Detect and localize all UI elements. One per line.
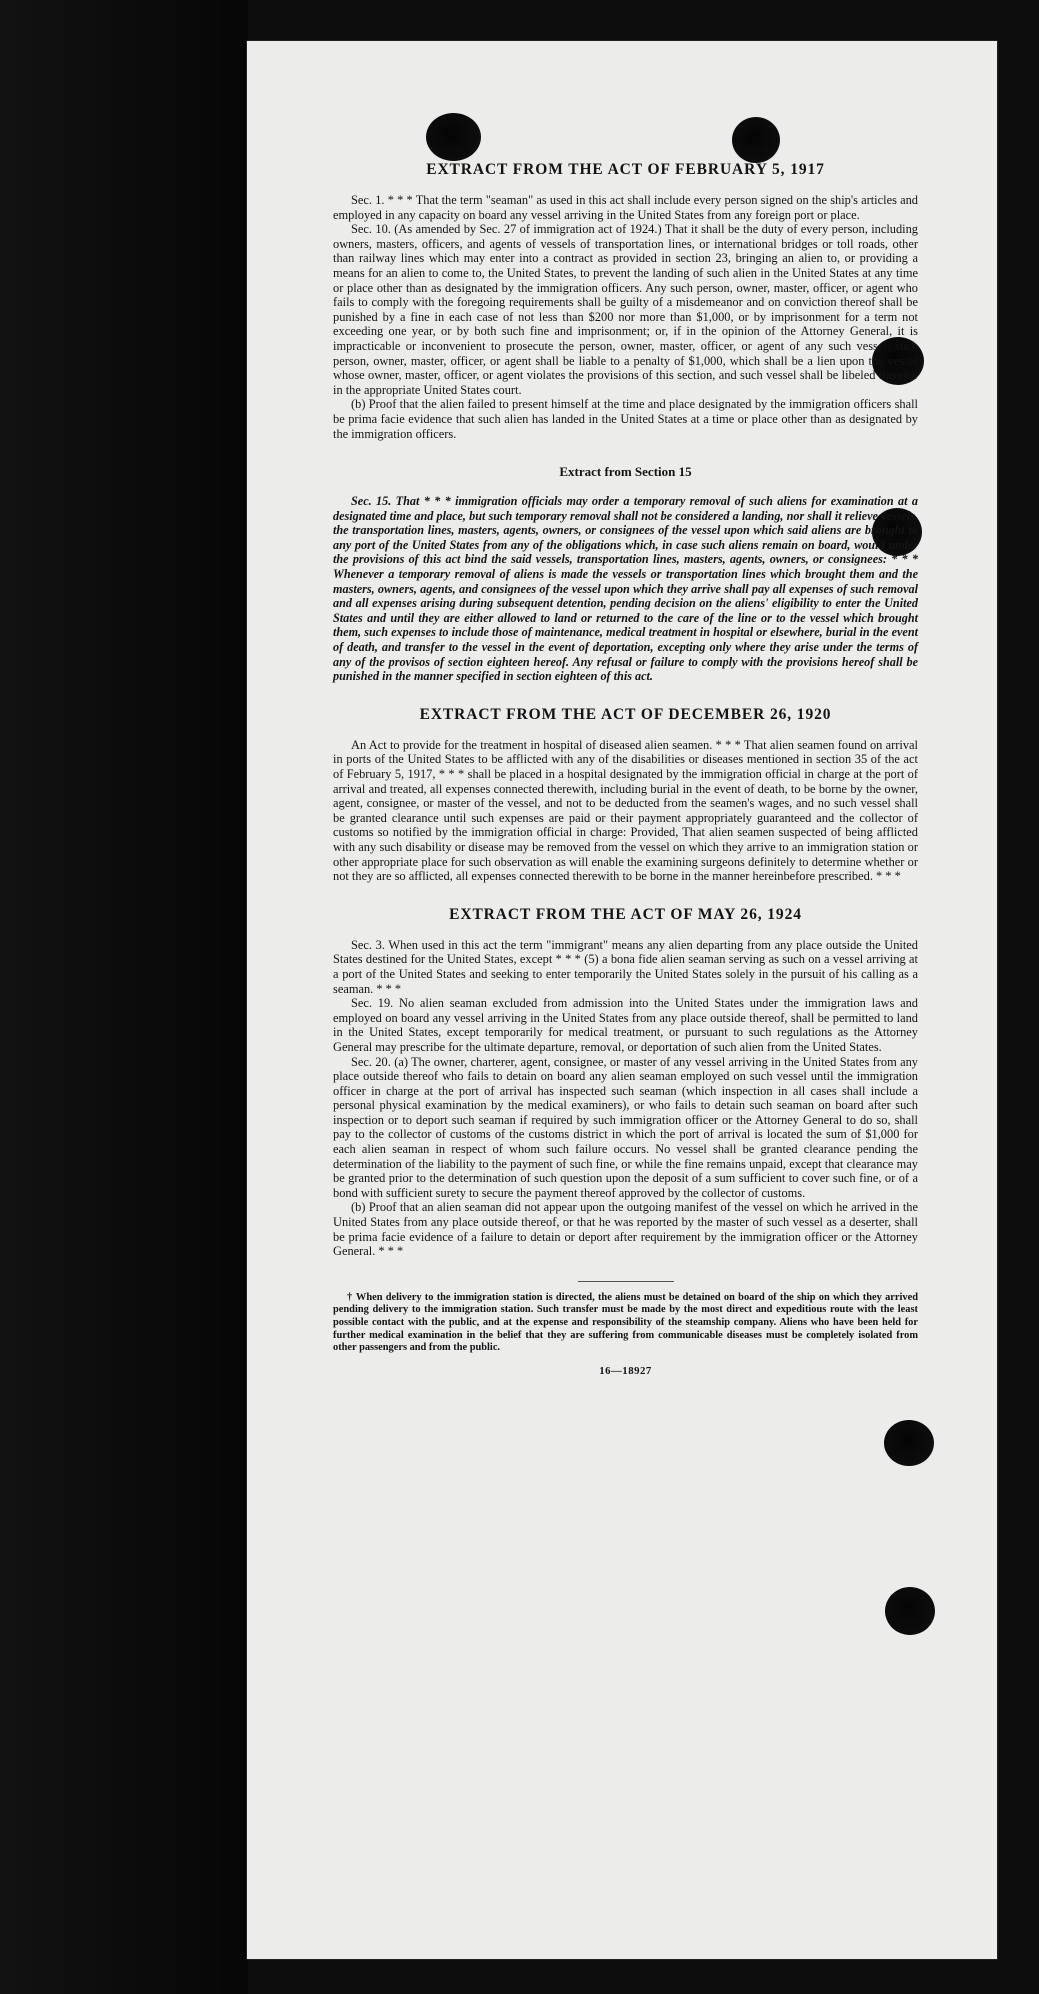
paragraph: An Act to provide for the treatment in hospital of diseased alien seamen. * * * That alien seamen found on arrival in ports of the United States to be afflicted with any of the disabilities or diseases mentioned in section 35 of the act of February 5, 1917, * * * shall be placed in a hospital designated by the immigration official in charge at the port of arrival and treated, all expenses connected therewith, including burial in the event of death, to be borne by the owner, agent, consignee, or master of the vessel, and not to be deducted from the seamen's wages, and no such vessel shall be granted clearance until such expenses are paid or their payment appropriately guaranteed and the collector of customs so notified by the immigration official in charge: Provided, That alien seamen suspected of being afflicted with any such disability or disease may be removed from the vessel on which they arrive to an immigration station or other appropriate place for such observation as will enable the examining surgeons definitely to determine whether or not they are so afflicted, all expenses connected therewith to be borne in the manner hereinbefore prescribed. * * * xyxy=(333,737,918,884)
paragraph: (b) Proof that the alien failed to present himself at the time and place designated by the immigration officers shall be prima facie evidence that such alien has landed in the United States at a time or place other than as designated by the immigration officers. xyxy=(333,397,918,441)
paragraph: (b) Proof that an alien seaman did not appear upon the outgoing manifest of the vessel on which he arrived in the United States from any place outside thereof, or that he was reported by the master of such vessel as a deserter, shall be prima facie evidence of a failure to detain or deport after requirement by the immigration officer or the Attorney General. * * * xyxy=(333,1200,918,1259)
section-dec-1920 xyxy=(333,706,918,884)
footnote: † When delivery to the immigration station is directed, the aliens must be detained on board of the ship on which they arrived pending delivery to the immigration station. Such transfer must be made by the most direct and expeditious route with the least possible contact with the public, and at the expense and responsibility of the steamship company. Aliens who have been held for further medical examination in the belief that they are suffering from communicable diseases must be completely isolated from other passengers and from the public. xyxy=(333,1291,918,1354)
section-heading: EXTRACT FROM THE ACT OF DECEMBER 26, 1920 xyxy=(419,705,832,723)
document-text xyxy=(333,161,918,1377)
paragraph: Sec. 1. * * * That the term "seaman" as used in this act shall include every person signed on the ship's articles and employed in any capacity on board any vessel arriving in the United States from any foreign port or place. xyxy=(333,193,918,222)
section-15 xyxy=(333,463,918,684)
punch-hole xyxy=(885,1587,935,1635)
paragraph: Sec. 15. That * * * immigration officials may order a temporary removal of such aliens for examination at a designated time and place, but such temporary removal shall not be considered a landing, nor shall it relieve vessels, the transportation lines, masters, agents, owners, or consignees of the vessel upon which said aliens are brought to any port of the United States from any of the obligations which, in case such aliens remain on board, would under the provisions of this act bind the said vessels, transportation lines, masters, agents, owners, or consignees: * * * Whenever a temporary removal of aliens is made the vessels or transportation lines which brought them and the masters, owners, agents, and consignees of the vessel upon which they arrive shall pay all expenses of such removal and all expenses arising during subsequent detention, pending decision on the aliens' eligibility to enter the United States and until they are either allowed to land or returned to the care of the line or to the vessel which brought them, such expenses to include those of maintenance, medical treatment in hospital or elsewhere, burial in the event of death, and transfer to the vessel in the event of deportation, excepting only where they arise under the terms of any of the provisos of section eighteen hereof. Any refusal or failure to comply with the provisions hereof shall be punished in the manner specified in section eighteen of this act. xyxy=(333,494,918,684)
form-number: 16—18927 xyxy=(599,1364,652,1377)
paragraph: Sec. 3. When used in this act the term "immigrant" means any alien departing from any place outside the United States destined for the United States, except * * * (5) a bona fide alien seaman serving as such on a vessel arriving at a port of the United States and seeking to enter temporarily the United States solely in the pursuit of his calling as a seaman. * * * xyxy=(333,937,918,996)
section-heading: EXTRACT FROM THE ACT OF MAY 26, 1924 xyxy=(449,905,802,923)
section-heading: EXTRACT FROM THE ACT OF FEBRUARY 5, 1917 xyxy=(426,161,825,178)
paragraph: Sec. 19. No alien seaman excluded from admission into the United States under the immigration laws and employed on board any vessel arriving in the United States from any place outside thereof, shall be permitted to land in the United States, except temporarily for medical treatment, or pursuant to such regulations as the Attorney General may prescribe for the ultimate departure, removal, or deportation of such alien from the United States. xyxy=(333,996,918,1054)
punch-hole xyxy=(732,117,780,163)
footnote-divider xyxy=(578,1281,674,1282)
document-page xyxy=(247,41,997,1959)
section-subheading: Extract from Section 15 xyxy=(559,464,692,480)
punch-hole xyxy=(884,1420,934,1466)
section-may-1924 xyxy=(333,906,918,1259)
scan-background xyxy=(0,0,248,1994)
paragraph: Sec. 10. (As amended by Sec. 27 of immigration act of 1924.) That it shall be the duty of every person, including owners, masters, officers, and agents of vessels of transportation lines, or international bridges or toll roads, other than railway lines which may enter into a contract as provided in section 23, bringing an alien to, or providing a means for an alien to come to, the United States, to prevent the landing of such alien in the United States at any time or place other than as designated by the immigration officers. Any such person, owner, master, officer, or agent who fails to comply with the foregoing requirements shall be guilty of a misdemeanor and on conviction thereof shall be punished by a fine in each case of not less than $200 nor more than $1,000, or by imprisonment for a term not exceeding one year, or by both such fine and imprisonment; or, if in the opinion of the Attorney General, it is impracticable or inconvenient to prosecute the person, owner, master, officer, or agent of any such vessel, such person, owner, master, officer, or agent shall be liable to a penalty of $1,000, which shall be a lien upon the vessel whose owner, master, officer, or agent violates the provisions of this section, and such vessel shall be libeled therefor in the appropriate United States court. xyxy=(333,222,918,397)
paragraph: Sec. 20. (a) The owner, charterer, agent, consignee, or master of any vessel arriving in the United States from any place outside thereof who fails to detain on board any alien seaman employed on such vessel until the immigration officer in charge at the port of arrival has inspected such seaman (which inspection in all cases shall include a personal physical examination by the medical examiners), or who fails to detain such seaman on board after such inspection or to deport such seaman if required by such immigration officer or the Attorney General to do so, shall pay to the collector of customs of the customs district in which the port of arrival is located the sum of $1,000 for each alien seaman in respect of whom such failure occurs. No vessel shall be granted clearance pending the determination of the liability to the payment of such fine, or while the fine remains unpaid, except that clearance may be granted prior to the determination of such question upon the deposit of a sum sufficient to cover such fine, or of a bond with sufficient surety to secure the payment thereof approved by the collector of customs. xyxy=(333,1054,918,1200)
punch-hole xyxy=(426,113,481,161)
section-feb-1917 xyxy=(333,161,918,441)
